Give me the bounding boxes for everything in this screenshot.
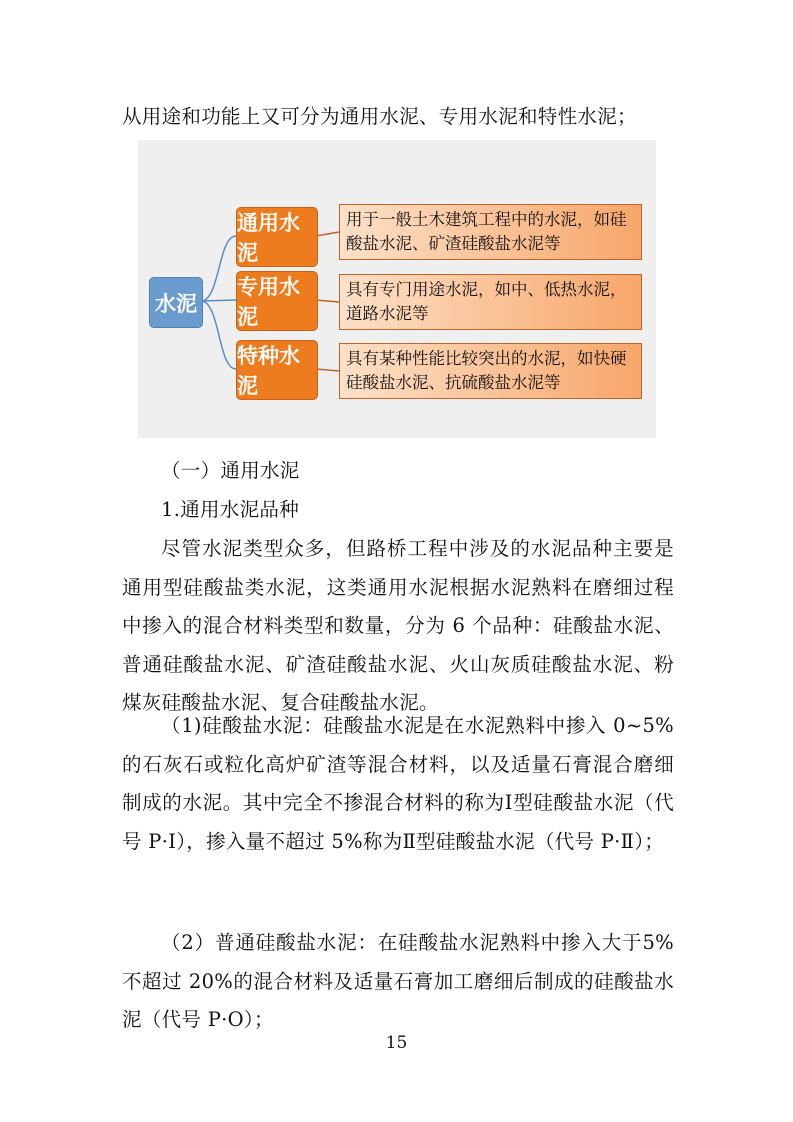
varieties-paragraph: 尽管水泥类型众多，但路桥工程中涉及的水泥品种主要是通用型硅酸盐类水泥，这类通用水泥根据水泥熟料在磨细过程中掺入的混合材料类型和数量，分为 6 个品种：硅酸盐水泥、普通硅酸盐水泥、矿渣硅酸盐水泥、火山灰质硅酸盐水泥、粉煤灰硅酸盐水泥、复合硅酸盐水泥。 <box>122 537 674 714</box>
connector-line-1 <box>201 236 236 301</box>
category-node-special-purpose: 专用水泥 <box>236 271 318 331</box>
intro-paragraph: 从用途和功能上又可分为通用水泥、专用水泥和特性水泥； <box>122 105 637 128</box>
connector-line-4 <box>316 232 339 236</box>
connector-line-5 <box>316 300 339 302</box>
root-node: 水泥 <box>149 277 203 328</box>
category-description-general: 用于一般土木建筑工程中的水泥，如硅酸盐水泥、矿渣硅酸盐水泥等 <box>339 204 642 260</box>
category-node-general: 通用水泥 <box>236 207 318 267</box>
ordinary-portland-cement-paragraph: （2）普通硅酸盐水泥：在硅酸盐水泥熟料中掺入大于5%不超过 20%的混合材料及适量石膏加工磨细后制成的硅酸盐水泥（代号 P·O）； <box>122 931 674 1031</box>
connector-line-2 <box>201 300 236 301</box>
category-description-special-property: 具有某种性能比较突出的水泥，如快硬硅酸盐水泥、抗硫酸盐水泥等 <box>339 343 642 399</box>
portland-cement-paragraph: （1)硅酸盐水泥：硅酸盐水泥是在水泥熟料中掺入 0~5%的石灰石或粒化高炉矿渣等混合材料，以及适量石膏混合磨细制成的水泥。其中完全不掺混合材料的称为Ⅰ型硅酸盐水泥（代号 P·Ⅰ），掺入量不超过 5%称为Ⅱ型硅酸盐水泥（代号 P·Ⅱ）； <box>122 714 674 853</box>
connector-line-6 <box>316 369 339 371</box>
connector-line-3 <box>201 301 236 369</box>
cement-classification-diagram <box>138 140 656 438</box>
category-node-special-property: 特种水泥 <box>236 340 318 400</box>
subsection-heading: 1.通用水泥品种 <box>161 498 300 521</box>
section-heading: （一）通用水泥 <box>161 459 300 482</box>
page-number: 15 <box>385 1033 408 1053</box>
category-description-special-purpose: 具有专门用途水泥，如中、低热水泥，道路水泥等 <box>339 274 642 330</box>
